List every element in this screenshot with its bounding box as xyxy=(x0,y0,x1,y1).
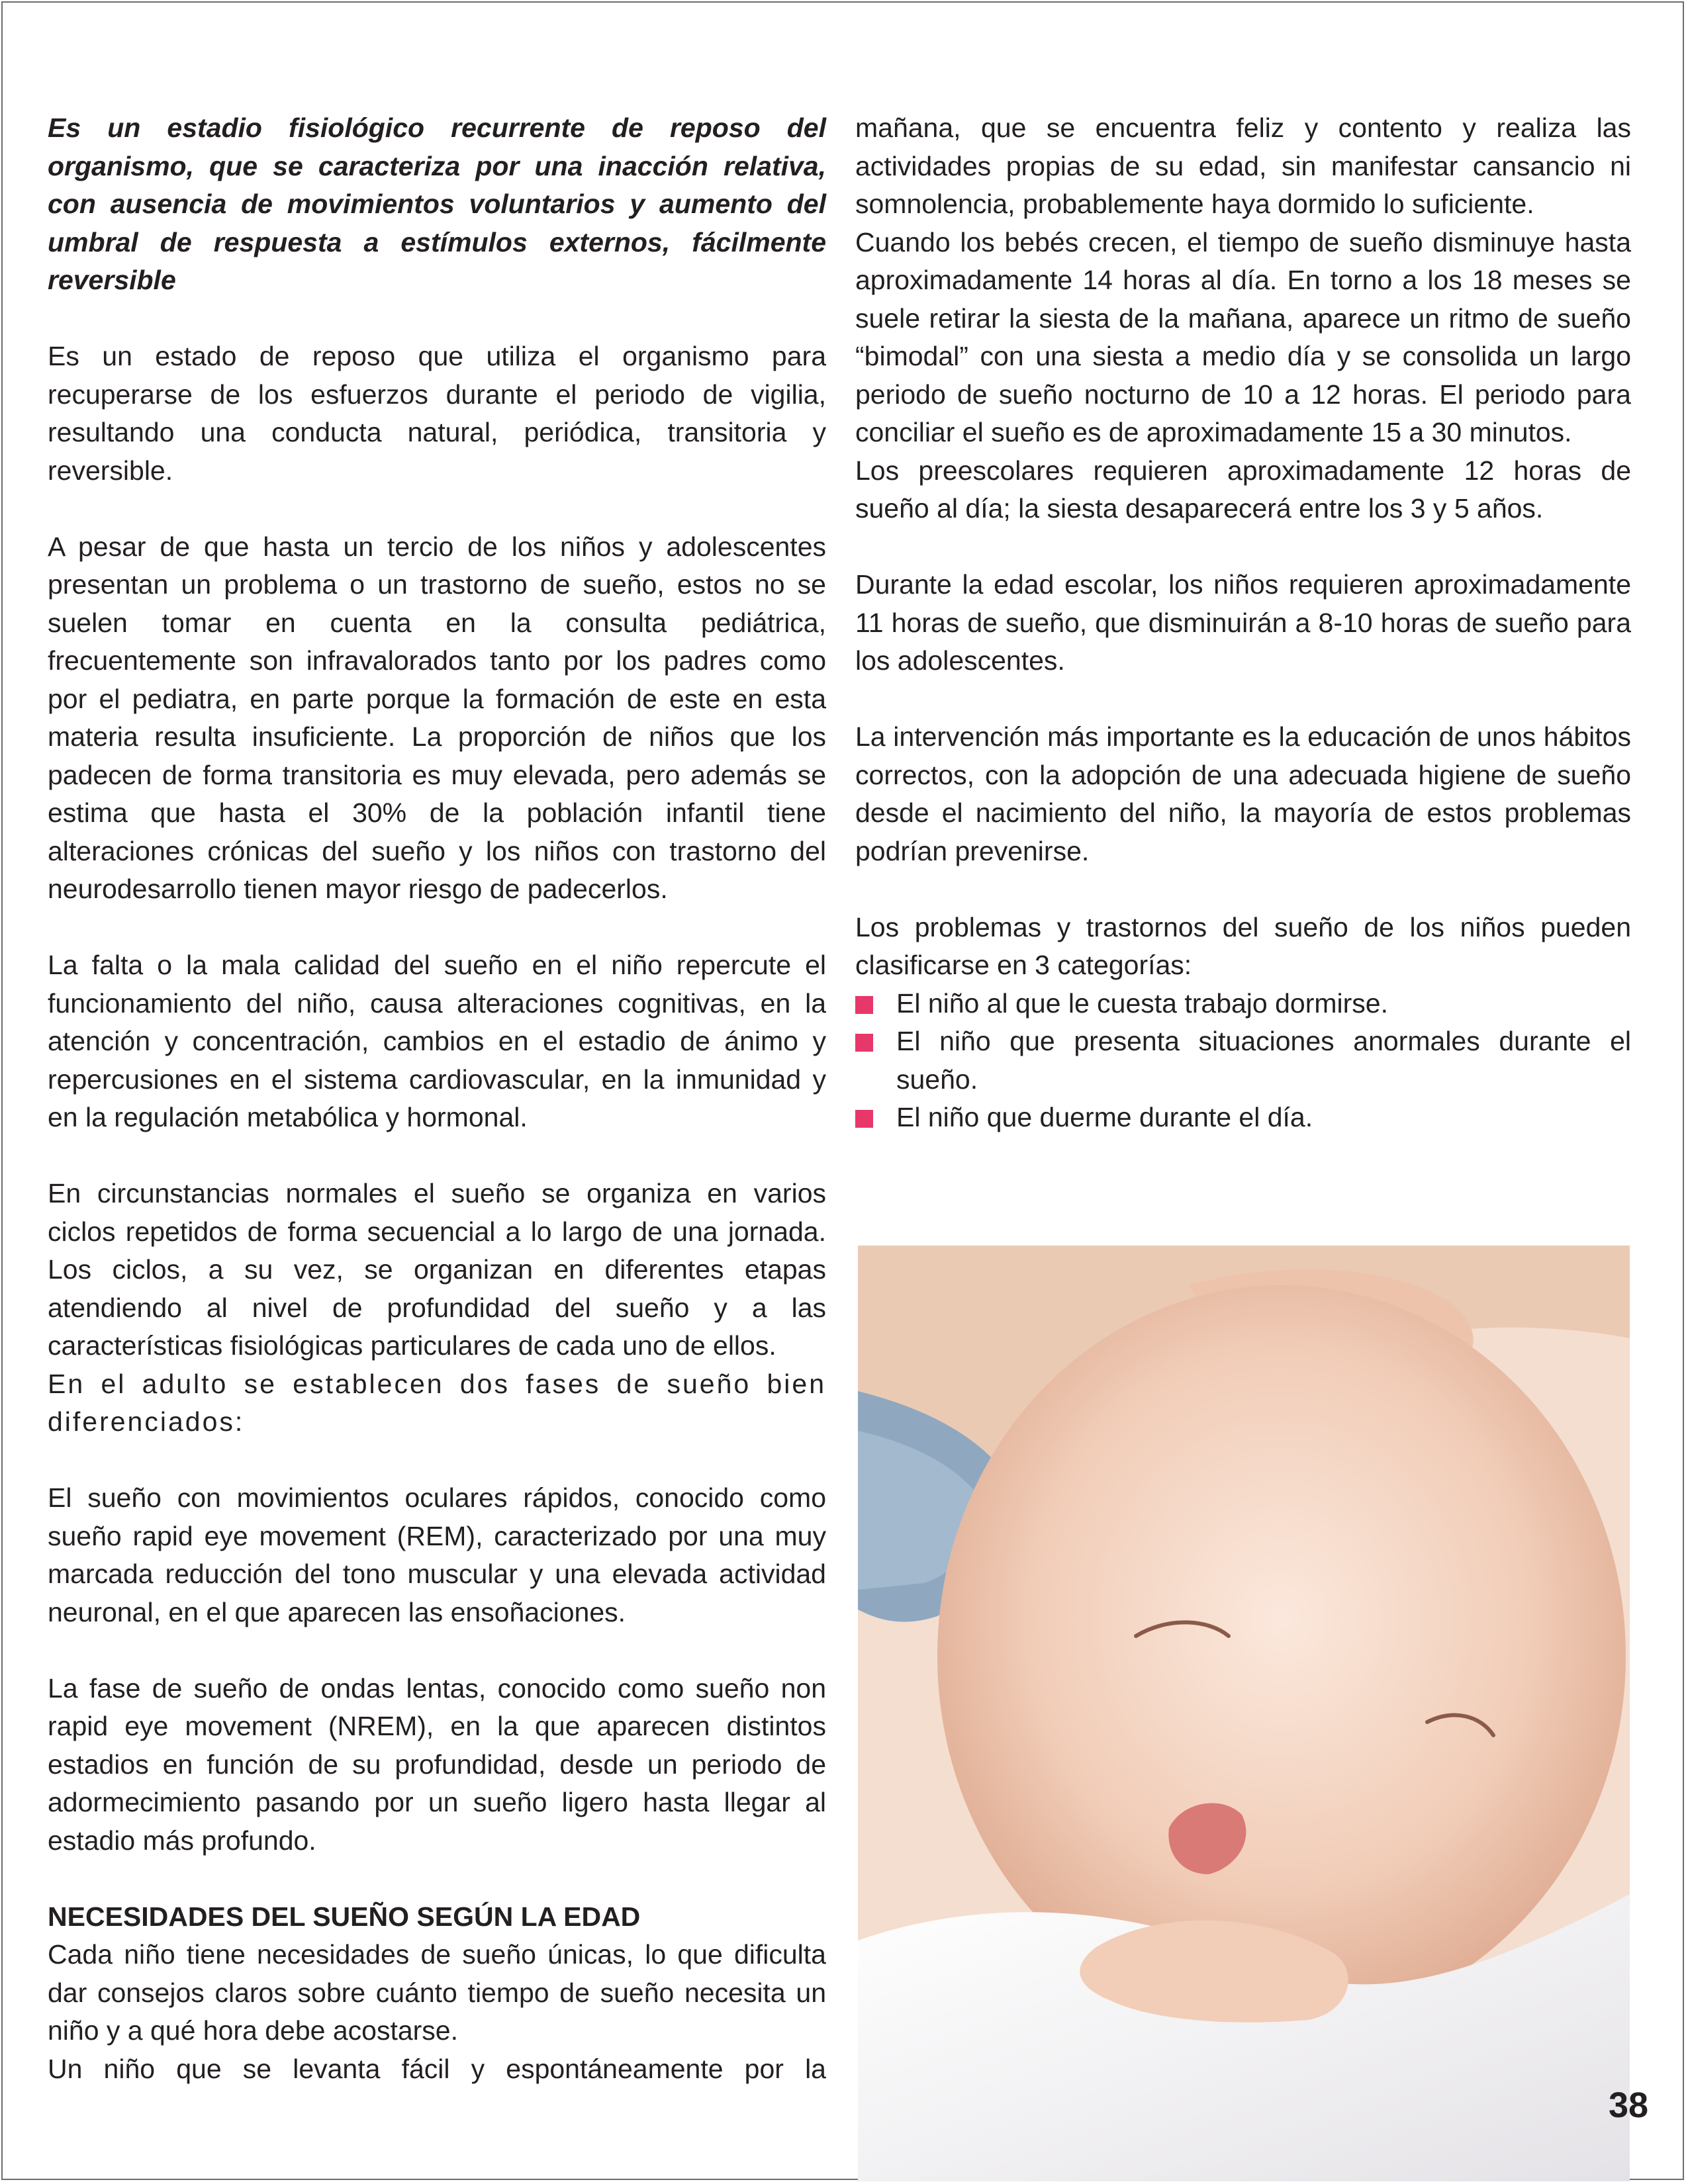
paragraph-sleep-problems: A pesar de que hasta un tercio de los niños y adolescentes presentan un problema o un trastorno de sueño, estos no se suelen tomar en cuenta en la consulta pediátrica, frecuentemente son infravalorados tanto por los padres como por el pediatra, en parte porque la formación de este en esta materia resulta insuficiente. La proporción de niños que los padecen de forma transitoria es muy elevada, pero además se estima que hasta el 30% de la población infantil tiene alteraciones crónicas del sueño y los niños con trastorno del neurodesarrollo tienen mayor riesgo de padecerlos. xyxy=(48,531,826,904)
paragraph-sleep-needs: Cada niño tiene necesidades de sueño únicas, lo que dificulta dar consejos claros sobre cuánto tiempo de sueño necesita un niño y a qué hora debe acostarse. xyxy=(48,1939,826,2046)
paragraph-nrem: La fase de sueño de ondas lentas, conocido como sueño non rapid eye movement (NREM), en la que aparecen distintos estadios en función de su profundidad, desde un periodo de adormecimiento pasando por un sueño ligero hasta llegar al estadio más profundo. xyxy=(48,1672,826,1856)
category-list xyxy=(855,985,1631,1137)
paragraph-poor-sleep-effects: La falta o la mala calidad del sueño en el niño repercute el funcionamiento del niño, causa alteraciones cognitivas, en la atención y concentración, cambios en el estadio de ánimo y repercusiones en el sistema cardiovascular, en la inmunidad y en la regulación metabólica y hormonal. xyxy=(48,950,826,1132)
section-heading: NECESIDADES DEL SUEÑO SEGÚN LA EDAD xyxy=(48,1901,641,1932)
paragraph-rem: El sueño con movimientos oculares rápidos, conocido como sueño rapid eye movement (REM), caracterizado por una muy marcada reducción del tono muscular y una elevada actividad neuronal, en el que aparecen las ensoñaciones. xyxy=(48,1482,826,1627)
paragraph-morning: mañana, que se encuentra feliz y contento y realiza las actividades propias de su edad, sin manifestar cansancio ni somnolencia, probablemente haya dormido lo suficiente. xyxy=(855,113,1631,219)
list-item: El niño que duerme durante el día. xyxy=(855,1099,1631,1137)
left-column xyxy=(48,109,826,2088)
list-item: El niño al que le cuesta trabajo dormirse. xyxy=(855,985,1631,1023)
paragraph-intervention: La intervención más importante es la educación de unos hábitos correctos, con la adopción de una adecuada higiene de sueño desde el nacimiento del niño, la mayoría de estos problemas podrían prevenirse. xyxy=(855,721,1631,866)
paragraph-rest-state: Es un estado de reposo que utiliza el organismo para recuperarse de los esfuerzos durante el periodo de vigilia, resultando una conducta natural, periódica, transitoria y reversible. xyxy=(48,341,826,486)
paragraph-sleep-cycles: En circunstancias normales el sueño se organiza en varios ciclos repetidos de forma secuencial a lo largo de una jornada. Los ciclos, a su vez, se organizan en diferentes etapas atendiendo al nivel de profundidad del sueño y a las características fisiológicas particulares de cada uno de ellos. xyxy=(48,1178,826,1361)
paragraph-adult-phases: En el adulto se establecen dos fases de sueño bien diferenciados: xyxy=(48,1368,826,1437)
paragraph-babies-grow: Cuando los bebés crecen, el tiempo de sueño disminuye hasta aproximadamente 14 horas al día. En torno a los 18 meses se suele retirar la siesta de la mañana, aparece un ritmo de sueño “bimodal” con una siesta a medio día y se consolida un largo periodo de sueño nocturno de 10 a 12 horas. El periodo para conciliar el sueño es de aproximadamente 15 a 30 minutos. xyxy=(855,226,1631,447)
list-item: El niño que presenta situaciones anormales durante el sueño. xyxy=(855,1023,1631,1099)
paragraph-categories: Los problemas y trastornos del sueño de los niños pueden clasificarse en 3 categorías: xyxy=(855,911,1631,980)
sleeping-baby-photo xyxy=(858,1246,1630,2181)
page-number: 38 xyxy=(1608,2085,1649,2125)
baby-illustration xyxy=(858,1246,1630,2181)
intro-definition: Es un estadio fisiológico recurrente de reposo del organismo, que se caracteriza por una inacción relativa, con ausencia de movimientos voluntarios y aumento del umbral de respuesta a estímulos externos, fácilmente reversible xyxy=(48,113,826,295)
right-column xyxy=(855,109,1631,1137)
paragraph-school-age: Durante la edad escolar, los niños requieren aproximadamente 11 horas de sueño, que disminuirán a 8-10 horas de sueño para los adolescentes. xyxy=(855,569,1631,676)
paragraph-preschool: Los preescolares requieren aproximadamente 12 horas de sueño al día; la siesta desaparecerá entre los 3 y 5 años. xyxy=(855,455,1631,523)
paragraph-child-wakes: Un niño que se levanta fácil y espontáneamente por la xyxy=(48,2053,826,2084)
